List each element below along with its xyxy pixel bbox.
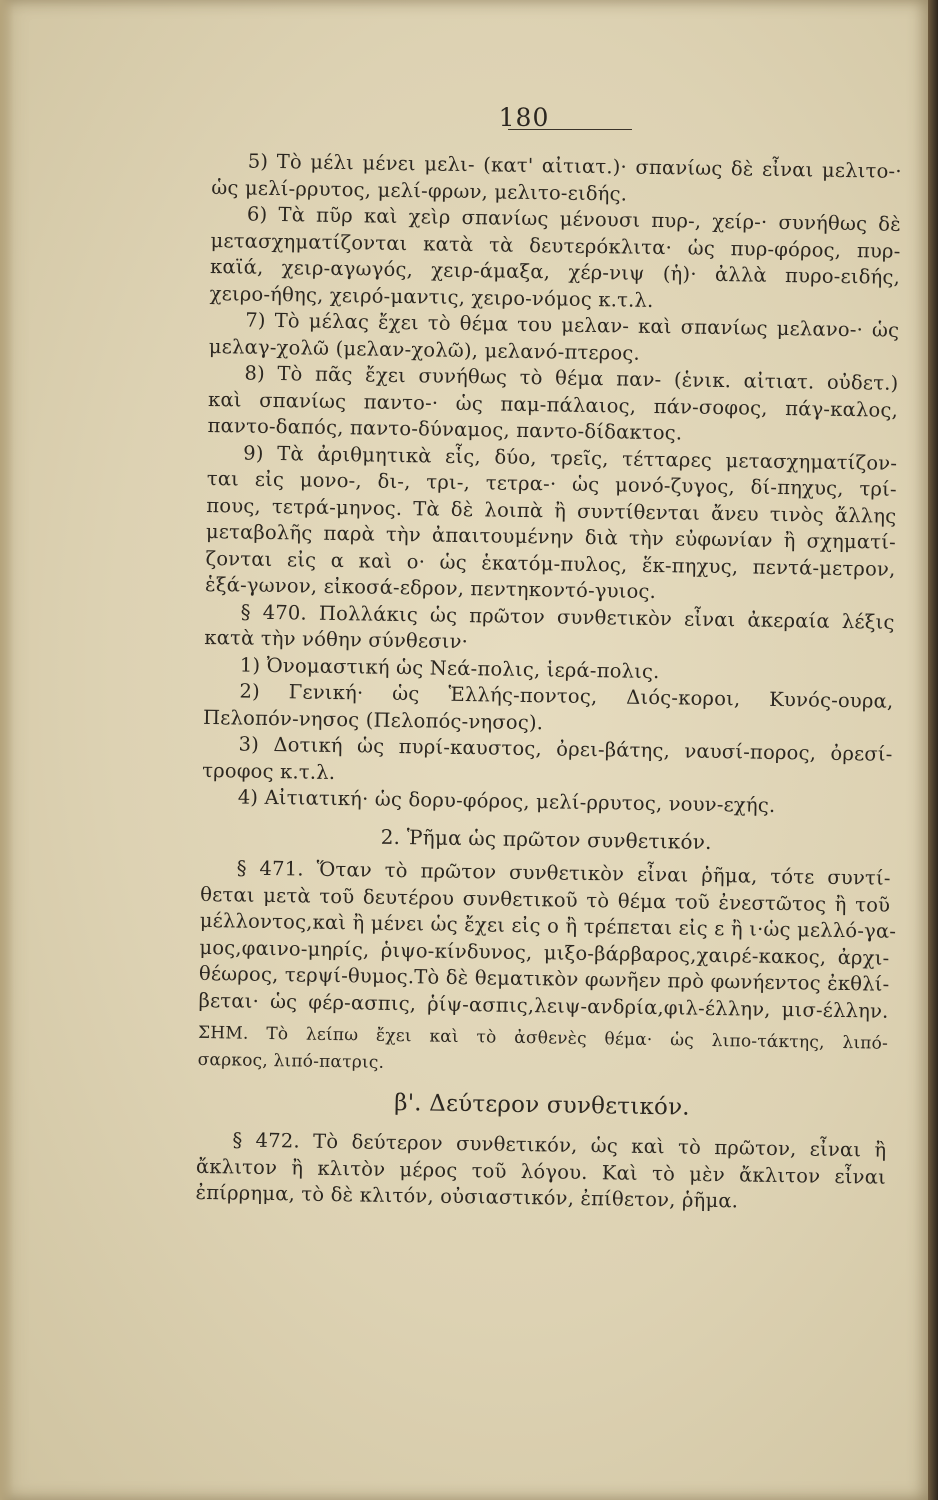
text-line: ἑξά-γωνον, εἰκοσά-εδρον, πεντηκοντό-γυιος. [204, 572, 657, 604]
text-line: ἄκλιτον ἢ κλιτὸν μέρος τοῦ λόγου. Καὶ τὸ μὲν ἄκλιτον εἶναι [195, 1154, 887, 1189]
section-470: § 470. Πολλάκις ὡς πρῶτον συνθετικὸν εἶναι ἀκεραία λέξις [240, 600, 895, 634]
text-line: παντο-δαπός, παντο-δύναμος, παντο-δίδακτος. [207, 413, 683, 445]
text-line: μεταβολῆς παρὰ τὴν ἀπαιτουμένην διὰ τὴν εὐφωνίαν ἢ σχηματί- [205, 519, 897, 554]
text-line: 2) Γενική· ὡς Ἑλλής-ποντος, Διός-κοροι, Κυνός-ουρα, [239, 679, 894, 713]
text-line: Πελοπόν-νησος (Πελοπός-νησος). [202, 705, 544, 734]
text-line: μετασχηματίζονται κατὰ τὰ δευτερόκλιτα· ὡς πυρ-φόρος, πυρ- [210, 228, 901, 263]
text-line: ἐπίρρημα, τὸ δὲ κλιτόν, οὐσιαστικόν, ἐπίθετον, ῥῆμα. [195, 1180, 739, 1213]
text-line: ται εἰς μονο-, δι-, τρι-, τετρα-· ὡς μονό-ζυγος, δί-πηχυς, τρί- [206, 466, 897, 501]
note-line: ΣΗΜ. Τὸ λείπω ἔχει καὶ τὸ ἀσθενὲς θέμα· ὡς λιπο-τάκτης, λιπό- [197, 1022, 889, 1054]
text-line: 8) Τὸ πᾶς ἔχει συνήθως τὸ θέμα παν- (ἑνικ. αἰτιατ. οὐδετ.) [244, 361, 899, 395]
text-line: θεται μετὰ τοῦ δευτέρου συνθετικοῦ τὸ θέμα τοῦ ἐνεστῶτος ἢ τοῦ [200, 882, 891, 917]
text-line: 1) Ὀνομαστική ὡς Νεά-πολις, ἱερά-πολις. [239, 653, 660, 683]
text-line: ζονται εἰς α καὶ ο· ὡς ἑκατόμ-πυλος, ἕκ-πηχυς, πεντά-μετρον, [205, 546, 896, 581]
section-471: § 471. Ὅταν τὸ πρῶτον συνθετικὸν εἶναι ῥῆμα, τότε συντί- [236, 856, 891, 890]
text-line: μελαγ-χολῶ (μελαν-χολῶ), μελανό-πτερος. [208, 334, 641, 365]
text-line: 4) Αἰτιατική· ὡς δορυ-φόρος, μελί-ρρυτος, νουν-εχής. [237, 785, 776, 817]
page-binding-shadow [0, 0, 14, 1500]
subheading-verb-first-component: 2. Ῥῆμα ὡς πρῶτον συνθετικόν. [380, 824, 712, 854]
page-body [195, 148, 902, 1217]
text-line: πους, τετρά-μηνος. Τὰ δὲ λοιπὰ ἢ συντίθενται ἄνευ τινὸς ἄλλης [206, 493, 897, 528]
text-line: 6) Τὰ πῦρ καὶ χεὶρ σπανίως μένουσι πυρ-, χείρ-· συνήθως δὲ [246, 202, 902, 236]
section-472: § 472. Τὸ δεύτερον συνθετικόν, ὡς καὶ τὸ πρῶτον, εἶναι ἢ [232, 1128, 887, 1162]
header-rule [508, 129, 632, 130]
text-line: 3) Δοτική ὡς πυρί-καυστος, ὀρει-βάτης, ναυσί-πορος, ὀρεσί- [238, 732, 893, 766]
text-line: βεται· ὡς φέρ-ασπις, ῥίψ-ασπις,λειψ-ανδρία,φιλ-έλλην, μισ-έλλην. [198, 988, 889, 1023]
text-line: 5) Τὸ μέλι μένει μελι- (κατ' αἰτιατ.)· σπανίως δὲ εἶναι μελιτο-· [247, 149, 902, 183]
text-line: ὡς μελί-ρρυτος, μελί-φρων, μελιτο-ειδής. [211, 175, 628, 206]
text-line: 7) Τὸ μέλας ἔχει τὸ θέμα του μελαν- καὶ σπανίως μελανο-· ὡς [245, 308, 900, 342]
page-edge-shadow [928, 0, 938, 1500]
text-line: κατὰ τὴν νόθην σύνθεσιν· [204, 625, 469, 654]
text-line: θέωρος, τερψί-θυμος.Τὸ δὲ θεματικὸν φωνῆεν πρὸ φωνήεντος ἐκθλί- [198, 961, 890, 996]
heading-second-component: β'. Δεύτερον συνθετικόν. [394, 1089, 690, 1121]
text-line: τροφος κ.τ.λ. [202, 758, 336, 784]
text-line: μος,φαινο-μηρίς, ῥιψο-κίνδυνος, μιξο-βάρβαρος,χαιρέ-κακος, ἀρχι- [199, 935, 890, 970]
text-line: χειρο-ήθης, χειρό-μαντις, χειρο-νόμος κ.τ.λ. [209, 281, 654, 312]
text-line: μέλλοντος,καὶ ἢ μένει ὡς ἔχει εἰς ο ἢ τρέπεται εἰς ε ἢ ι·ὡς μελλό-γα- [199, 908, 897, 943]
note-line: σαρκος, λιπό-πατρις. [197, 1049, 385, 1073]
text-line: 9) Τὰ ἀριθμητικὰ εἷς, δύο, τρεῖς, τέτταρες μετασχηματίζον- [243, 441, 898, 475]
text-line: καὶ σπανίως παντο-· ὡς παμ-πάλαιος, πάν-σοφος, πάγ-καλος, [207, 387, 899, 422]
text-line: καϊά, χειρ-αγωγός, χειρ-άμαξα, χέρ-νιψ (ἡ)· ἀλλὰ πυρο-ειδής, [209, 254, 901, 289]
page-number: 180 [498, 103, 550, 132]
